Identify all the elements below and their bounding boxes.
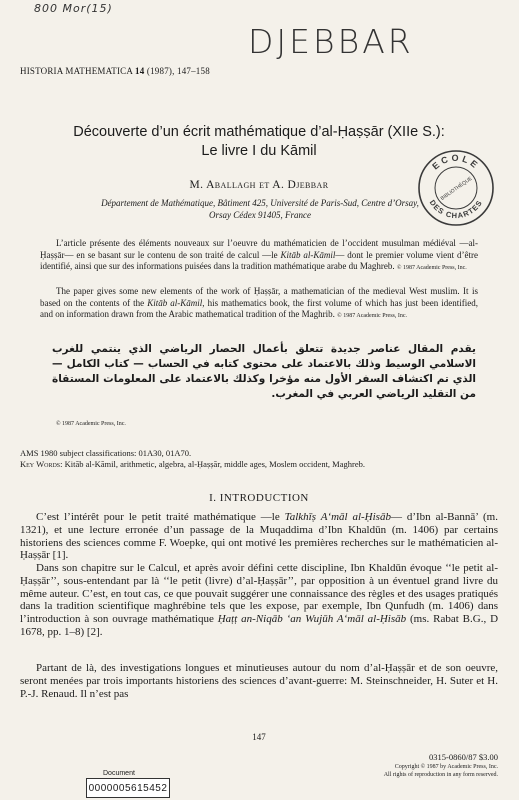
intro-p2-text-a: Dans son chapitre sur le Calcul, et après avoir défini cette discipline, Ibn Khaldūn évoque ‘‘le petit al-Ḥaṣṣār’’, sous-entendant par là ‘‘le petit (livre) d’al-Ḥaṣṣār’’, par opposition à un éventuel grand livre du même auteur. C’est, en tout cas, ce que pouvait suggérer une connaissance des règles et des usages pratiqués dans la tradition scientifique maghrébine tels que les expose, par exemple, Ibn Qunfudh (m. 1406) dans l’introduction à son ouvrage mathématique <box>20 562 498 626</box>
paper-title-line-1: Découverte d’un écrit mathématique d’al-Ḥaṣṣār (XIIe S.): <box>73 124 445 140</box>
abstract-french-copyright: © 1987 Academic Press, Inc. <box>396 265 467 272</box>
document-barcode-number: 0000005615452 <box>88 782 168 794</box>
abstract-english <box>40 286 478 323</box>
copyright-footer-line-2: All rights of reproduction in any form reserved. <box>383 771 498 778</box>
stamp-bottom-text: DES CHARTES <box>427 198 485 221</box>
stamp-top-text: ECOLE <box>430 152 482 172</box>
abstract-arabic: يقدم المقال عناصر جديدة تتعلق بأعمال الحصار الرياضي الذي ينتمي للغرب الاسلامي الوسيط وذلك بالاعتماد على محتوى كتابه في الحساب — كتاب الكامل — الذي تم اكتشاف السفر الأول منه مؤخرا وكذلك بالاعتماد على المعلومات المستقاة من التقليد الرياضي العربي في المغرب. <box>52 343 476 400</box>
journal-volume: 14 <box>135 66 145 76</box>
journal-citation: (1987), 147–158 <box>146 66 210 76</box>
paper-title-line-2: Le livre I du Kāmil <box>201 143 317 159</box>
abstract-french-text-1: L’article présente des éléments nouveaux sur l’oeuvre du mathématicien de l’occident musulman médiéval —al-Ḥaṣṣār— en se basant sur le contenu de son traité de calcul —le <box>40 238 478 260</box>
abstract-english-copyright: © 1987 Academic Press, Inc. <box>337 313 408 320</box>
journal-name: HISTORIA MATHEMATICA <box>20 66 133 76</box>
authors: M. Aballagh et A. Djebbar <box>189 179 329 191</box>
abstract-english-text-1: The paper gives some new elements of the work of Ḥaṣṣār, a mathematician of the medieval West muslim. It is based on the contents of the <box>40 286 478 308</box>
abstract-english-book-title: Kitāb al-Kāmil <box>147 297 203 308</box>
page-number: 147 <box>252 732 266 742</box>
intro-paragraph-3: Partant de là, des investigations longues et minutieuses autour du nom d’al-Ḥaṣṣār et de son oeuvre, seront menées par trois importants historiens des sciences d’avant-guerre: M. Steinschneider, H. Suter et H. P.-J. Renaud. Il n’est pas <box>20 662 498 700</box>
section-heading: I. INTRODUCTION <box>209 492 309 504</box>
article-code-price: 0315-0860/87 $3.00 <box>429 752 498 762</box>
abstract-french-book-title: Kitāb al-Kāmil <box>280 249 336 260</box>
keywords-label: Key Words: <box>20 459 63 469</box>
copyright-footer-line-1: Copyright © 1987 by Academic Press, Inc. <box>394 764 498 770</box>
journal-header <box>20 66 210 76</box>
handwritten-author-name: DJEBBAR <box>248 22 414 61</box>
library-stamp <box>416 148 496 228</box>
abstract-french-text-2: — dont le premier volume vient d’être identifié, ainsi que sur des informations puisées dans la tradition mathématique arabe du Maghreb. <box>40 249 478 272</box>
abstract-french <box>40 238 478 275</box>
intro-p2-title: Ḥaṭṭ an-Niqāb ‘an Wujūh A‘māl al-Ḥisāb <box>217 613 407 626</box>
stamp-middle-text: BIBLIOTHÈQUE <box>439 175 474 202</box>
abstract-arabic-copyright: © 1987 Academic Press, Inc. <box>56 421 126 427</box>
intro-p1-text-b: — d’Ibn al-Bannā’ (m. 1321), et une lecture erronée d’un passage de la Muqaddima d’Ibn Khaldūn (m. 1406) par certains historiens des sciences comme F. Woepke, qui ont motivé les premières recherches sur le mathématicien al-Ḥaṣṣār [1]. <box>20 511 498 562</box>
abstract-english-text-2: , his mathematics book, the first volume of which has just been identified, and on information drawn from the Arabic mathematical tradition of the Maghrib. <box>40 297 478 320</box>
intro-p2-text-b: (ms. Rabat B.G., D 1678, pp. 1–8) [2]. <box>20 613 499 638</box>
document-barcode-label <box>86 778 170 798</box>
intro-p1-text-a: C’est l’intérêt pour le petit traité mathématique —le <box>36 511 285 523</box>
copyright-footer <box>290 764 498 779</box>
affiliation-line-1: Département de Mathématique, Bâtiment 425, Université de Paris-Sud, Centre d’Orsay, <box>101 198 419 208</box>
intro-p1-title: Talkhīṣ A‘māl al-Ḥisāb <box>284 511 391 523</box>
keywords <box>20 459 500 470</box>
ams-classification: AMS 1980 subject classifications: 01A30, 01A70. <box>20 448 192 458</box>
document-label: Document <box>103 770 135 777</box>
handwritten-note: 800 Mor(15) <box>34 2 113 15</box>
intro-paragraph-1 <box>20 511 498 562</box>
affiliation-line-2: Orsay Cédex 91405, France <box>209 210 311 220</box>
keywords-text: Kitāb al-Kāmil, arithmetic, algebra, al-Ḥaṣṣār, middle ages, Moslem occident, Maghreb. <box>62 459 365 469</box>
intro-paragraph-2 <box>20 562 498 639</box>
